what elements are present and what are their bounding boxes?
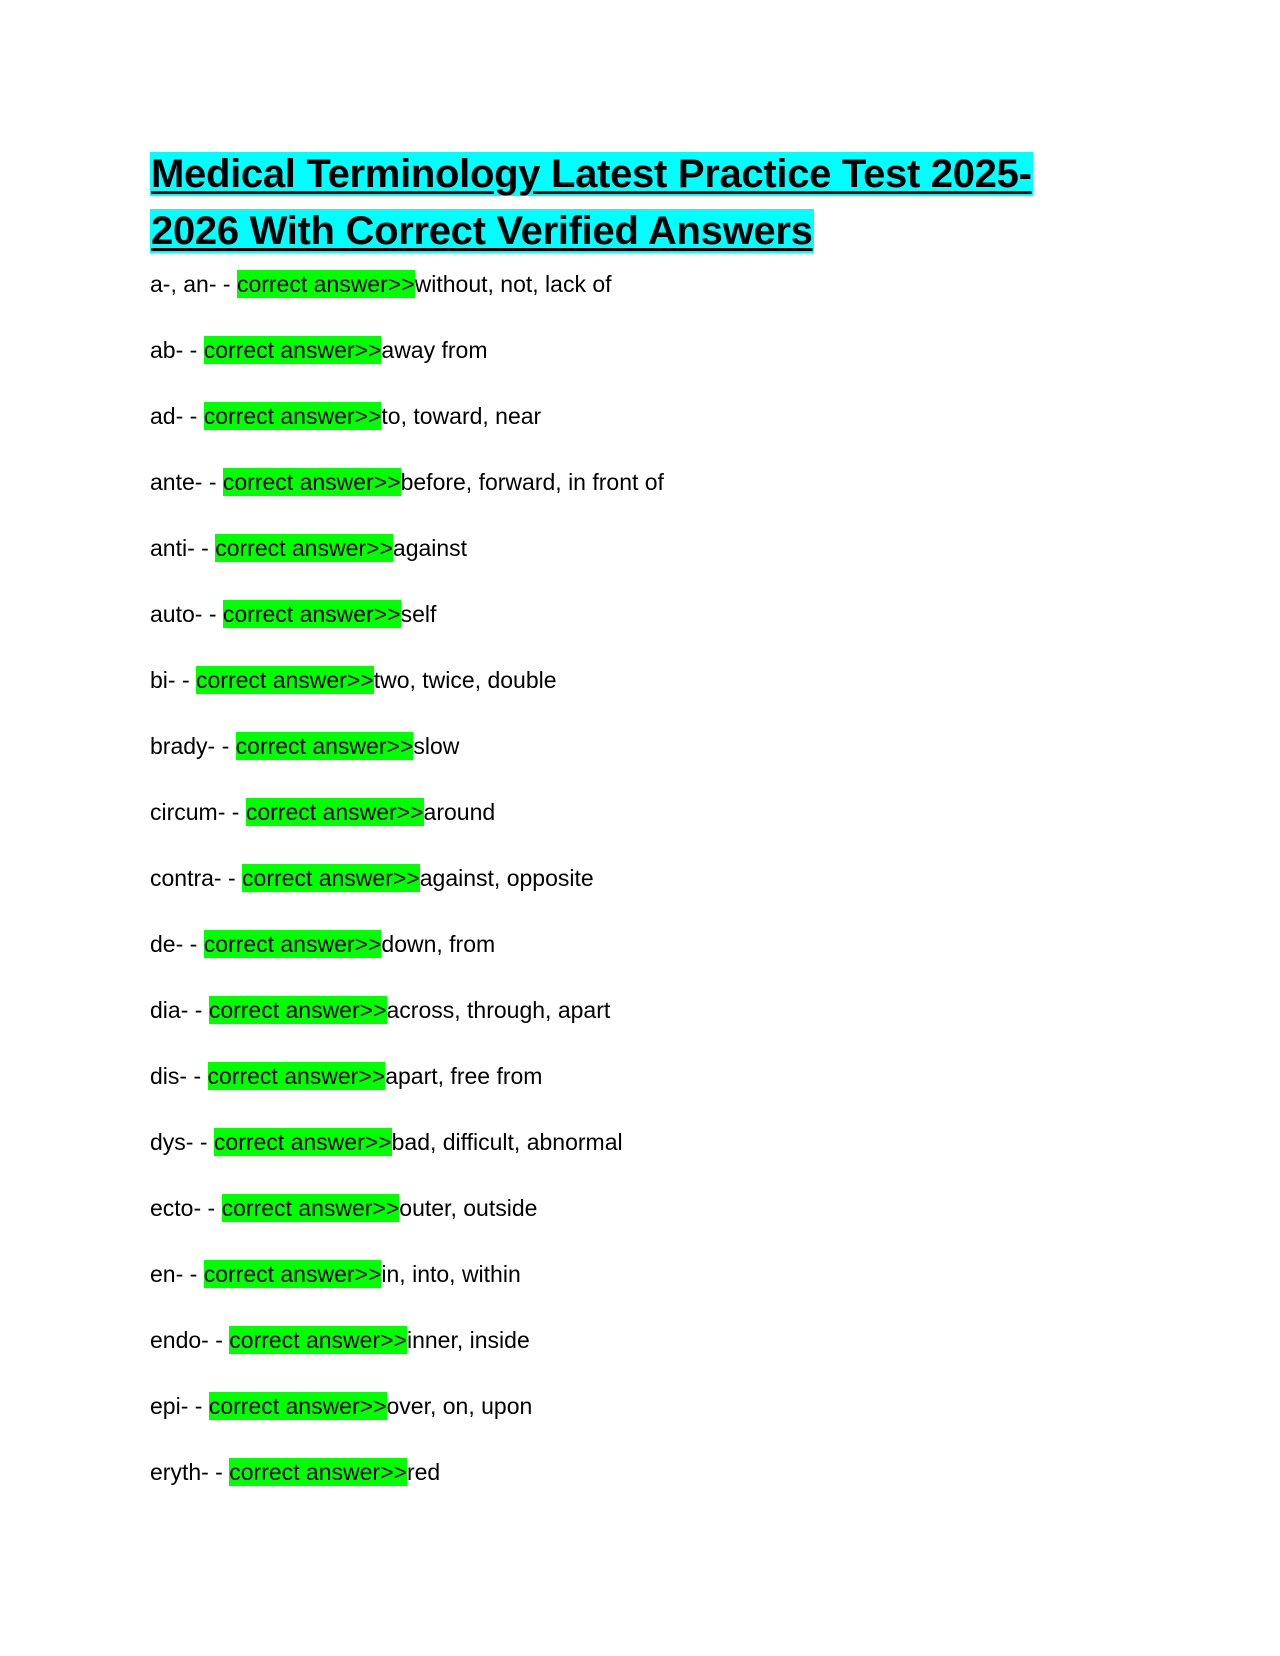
term-prefix: ecto- [150, 1195, 202, 1221]
answer-marker: correct answer>> [196, 667, 374, 693]
term-definition: inner, inside [406, 1327, 530, 1353]
term-definition: bad, difficult, abnormal [391, 1129, 623, 1155]
term-prefix: bi- [150, 667, 176, 693]
title-line-1 [150, 146, 1033, 203]
list-item [150, 335, 1200, 401]
term-definition: in, into, within [381, 1261, 521, 1287]
answer-marker: correct answer>> [203, 931, 382, 957]
term-separator: - [193, 1129, 214, 1155]
list-item [150, 467, 1200, 533]
term-definition: outer, outside [399, 1195, 538, 1221]
term-prefix: ad- [150, 403, 184, 429]
term-separator: - [201, 1195, 222, 1221]
term-prefix: eryth- [150, 1459, 209, 1485]
term-prefix: endo- [150, 1327, 209, 1353]
term-prefix: ab- [150, 337, 184, 363]
list-item [150, 599, 1200, 665]
list-item [150, 665, 1200, 731]
answer-marker: correct answer>> [242, 865, 420, 891]
term-definition: before, forward, in front of [400, 469, 664, 495]
answer-marker: correct answer>> [207, 1063, 386, 1089]
term-prefix: brady- [150, 733, 216, 759]
term-separator: - [225, 799, 246, 825]
answer-marker: correct answer>> [235, 733, 414, 759]
list-item [150, 731, 1200, 797]
term-separator: - [187, 1063, 208, 1089]
title-line-2 [150, 203, 814, 260]
term-prefix: a-, an- [150, 271, 217, 297]
list-item [150, 1127, 1200, 1193]
term-definition: without, not, lack of [414, 271, 612, 297]
term-separator: - [216, 271, 237, 297]
term-prefix: ante- [150, 469, 203, 495]
term-prefix: anti- [150, 535, 195, 561]
term-prefix: en- [150, 1261, 184, 1287]
term-definition: two, twice, double [373, 667, 557, 693]
term-separator: - [208, 1327, 230, 1353]
term-definition: red [406, 1459, 441, 1485]
list-item [150, 269, 1200, 335]
answer-marker: correct answer>> [222, 601, 401, 627]
term-separator: - [183, 337, 204, 363]
term-definition: against, opposite [419, 865, 594, 891]
list-item [150, 929, 1200, 995]
term-prefix: circum- [150, 799, 226, 825]
answer-marker: correct answer>> [221, 1195, 400, 1221]
list-item [150, 1391, 1200, 1457]
list-item [150, 1259, 1200, 1325]
term-definition: to, toward, near [381, 403, 542, 429]
term-separator: - [194, 535, 216, 561]
answer-marker: correct answer>> [222, 469, 401, 495]
term-separator: - [183, 931, 204, 957]
term-separator: - [188, 997, 209, 1023]
term-prefix: epi- [150, 1393, 189, 1419]
term-separator: - [188, 1393, 209, 1419]
answer-marker: correct answer>> [203, 337, 382, 363]
term-separator: - [208, 1459, 230, 1485]
list-item [150, 533, 1200, 599]
answer-marker: correct answer>> [203, 403, 382, 429]
answer-marker: correct answer>> [236, 271, 415, 297]
answer-marker: correct answer>> [203, 1261, 382, 1287]
term-definition: across, through, apart [386, 997, 611, 1023]
term-prefix: de- [150, 931, 184, 957]
answer-marker: correct answer>> [208, 997, 387, 1023]
term-prefix: dys- [150, 1129, 194, 1155]
answer-marker: correct answer>> [229, 1459, 407, 1485]
term-definition: self [400, 601, 437, 627]
title-line-1-text: Medical Terminology Latest Practice Test 2025- [151, 152, 1032, 196]
answer-marker: correct answer>> [208, 1393, 387, 1419]
list-item [150, 1457, 1200, 1523]
term-separator: - [183, 1261, 204, 1287]
term-definition: over, on, upon [386, 1393, 533, 1419]
term-separator: - [175, 667, 197, 693]
term-separator: - [215, 733, 236, 759]
list-item [150, 1325, 1200, 1391]
term-separator: - [183, 403, 204, 429]
answer-marker: correct answer>> [245, 799, 424, 825]
list-item [150, 1061, 1200, 1127]
list-item [150, 995, 1200, 1061]
term-prefix: contra- [150, 865, 222, 891]
term-definition: against [392, 535, 468, 561]
term-separator: - [202, 469, 223, 495]
term-prefix: dis- [150, 1063, 188, 1089]
answer-marker: correct answer>> [213, 1129, 392, 1155]
term-separator: - [202, 601, 223, 627]
answer-marker: correct answer>> [229, 1327, 407, 1353]
term-definition: apart, free from [385, 1063, 543, 1089]
term-definition: around [423, 799, 496, 825]
term-prefix: auto- [150, 601, 203, 627]
list-item [150, 1193, 1200, 1259]
term-list [150, 269, 1200, 1523]
term-definition: away from [381, 337, 488, 363]
document-title [150, 146, 1150, 260]
answer-marker: correct answer>> [215, 535, 393, 561]
list-item [150, 797, 1200, 863]
list-item [150, 401, 1200, 467]
term-definition: down, from [381, 931, 496, 957]
term-separator: - [221, 865, 243, 891]
title-line-2-text: 2026 With Correct Verified Answers [151, 209, 813, 253]
list-item [150, 863, 1200, 929]
term-prefix: dia- [150, 997, 189, 1023]
term-definition: slow [413, 733, 460, 759]
